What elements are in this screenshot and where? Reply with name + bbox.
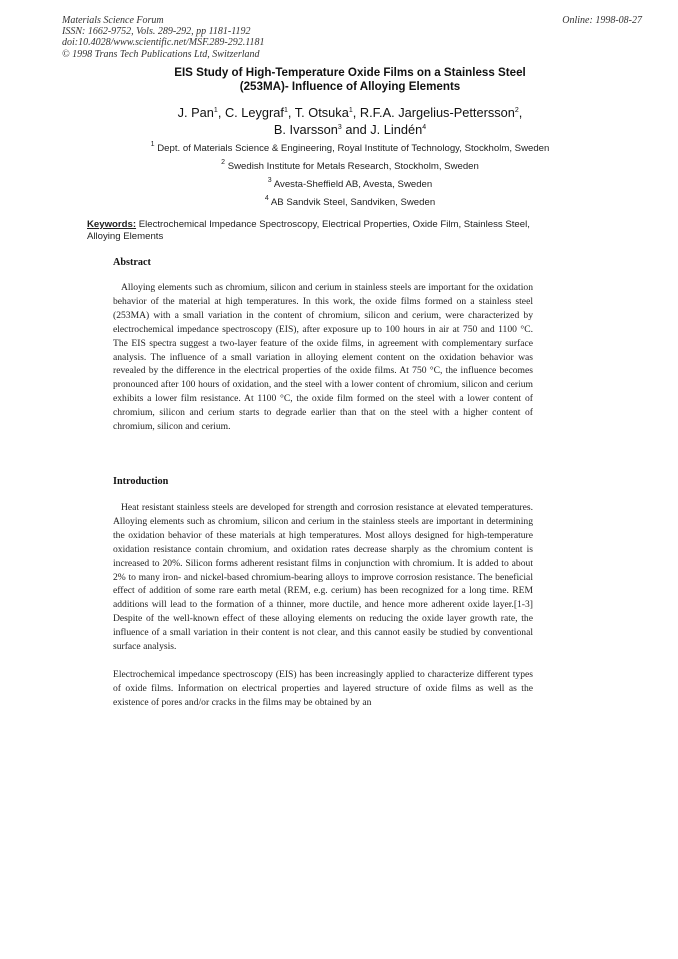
affiliation-4	[62, 197, 638, 209]
affiliation-text: Avesta-Sheffield AB, Avesta, Sweden	[273, 179, 433, 190]
author-separator: ,	[518, 105, 523, 120]
issn-line: ISSN: 1662-9752, Vols. 289-292, pp 1181-1192	[62, 26, 251, 38]
paper-title	[90, 66, 610, 94]
introduction-paragraph-1: Heat resistant stainless steels are developed for strength and corrosion resistance at elevated temperatures. Alloying elements such as chromium, silicon and cerium in the stainless steels are important in determining the oxidation behavior of these materials at high temperatures. Most alloys designed for high-temperature oxidation resistance contain chromium, and oxidation rates decrease sharply as the chromium content is increased to 20%. Silicon forms adherent resistant films in conjunction with chromium. It is added to about 2% to many iron- and nickel-based chromium-bearing alloys to improve corrosion resistance. The beneficial effect of addition of some rare earth metal (REM, e.g. cerium) has been recognized for a long time. REM additions will lead to the formation of a thinner, more ductile, and hence more adherent oxide layer.[1-3] Despite of the well-known effect of these alloying elements on reducing the oxide layer growth rate, the influence of a small variation in their content is not clear, and this cannot easily be studied by conventional surface analysis.	[113, 502, 533, 653]
affiliation-number: 2	[221, 159, 226, 166]
keywords-text: Electrochemical Impedance Spectroscopy, Electrical Properties, Oxide Film, Stainless Steel, Alloying Elements	[87, 219, 530, 242]
affiliation-1	[62, 143, 638, 155]
title-line-2: (253MA)- Influence of Alloying Elements	[239, 80, 461, 93]
abstract-body: Alloying elements such as chromium, silicon and cerium in stainless steels are important for the oxidation behavior of the material at high temperatures. In this work, the oxide films formed on a stainless steel (253MA) with a small variation in the content of chromium, silicon and cerium, were characterized by electrochemical impedance spectroscopy (EIS), after exposure up to 100 hours in air at 750 and 1100 °C. The EIS spectra suggest a two-layer feature of the oxide films, in agreement with complementary surface analysis. The influence of a small variation in alloying element content on the oxidation behavior was revealed by the difference in the electrical properties of the oxide films. At 750 °C, the influence becomes pronounced after 100 hours of oxidation, and the steel with a lower content of chromium, silicon and cerium exhibits a lower film resistance. At 1100 °C, the oxide film formed on the steel with a lower content of chromium, silicon and cerium starts to degrade earlier than that on the steel with a higher content of chromium, silicon and cerium.	[113, 282, 533, 433]
introduction-paragraph-2: Electrochemical impedance spectroscopy (EIS) has been increasingly applied to characterize different types of oxide films. Information on electrical properties and layered structure of oxide films as well as the existence of pores and/or cracks in the films may be obtained by an	[113, 669, 533, 708]
author-line-2	[90, 121, 610, 138]
affiliation-number: 1	[150, 141, 155, 148]
journal-name: Materials Science Forum	[62, 15, 164, 26]
copyright-line: © 1998 Trans Tech Publications Ltd, Switzerland	[62, 48, 260, 60]
affiliation-3	[62, 179, 638, 191]
author-name: J. Pan	[177, 105, 214, 120]
affiliation-marker: 3	[337, 124, 342, 131]
affiliation-marker: 1	[348, 107, 353, 114]
affiliation-marker: 2	[514, 107, 519, 114]
author-name: B. Ivarsson	[273, 122, 338, 137]
affiliation-text: AB Sandvik Steel, Sandviken, Sweden	[270, 197, 436, 208]
online-date: Online: 1998-08-27	[562, 15, 642, 26]
affiliation-number: 4	[264, 195, 269, 202]
keywords	[87, 219, 557, 242]
author-list	[90, 104, 610, 138]
abstract-heading: Abstract	[113, 257, 151, 268]
affiliation-number: 3	[267, 177, 272, 184]
introduction-heading: Introduction	[113, 476, 169, 487]
affiliation-2	[62, 161, 638, 173]
affiliation-marker: 4	[422, 124, 427, 131]
doi-line[interactable]: doi:10.4028/www.scientific.net/MSF.289-292.1181	[62, 37, 265, 49]
author-name: , T. Otsuka	[287, 105, 349, 120]
author-name: and J. Lindén	[341, 122, 423, 137]
publication-header	[62, 15, 265, 60]
affiliation-text: Swedish Institute for Metals Research, Stockholm, Sweden	[227, 161, 479, 172]
affiliation-text: Dept. of Materials Science & Engineering, Royal Institute of Technology, Stockholm, Sweden	[157, 143, 550, 154]
author-name: , C. Leygraf	[217, 105, 284, 120]
title-line-1: EIS Study of High-Temperature Oxide Films on a Stainless Steel	[174, 66, 526, 79]
author-line-1	[90, 104, 610, 121]
author-name: , R.F.A. Jargelius-Pettersson	[352, 105, 515, 120]
keywords-label: Keywords:	[87, 219, 137, 230]
affiliation-marker: 1	[213, 107, 218, 114]
affiliation-marker: 1	[283, 107, 288, 114]
